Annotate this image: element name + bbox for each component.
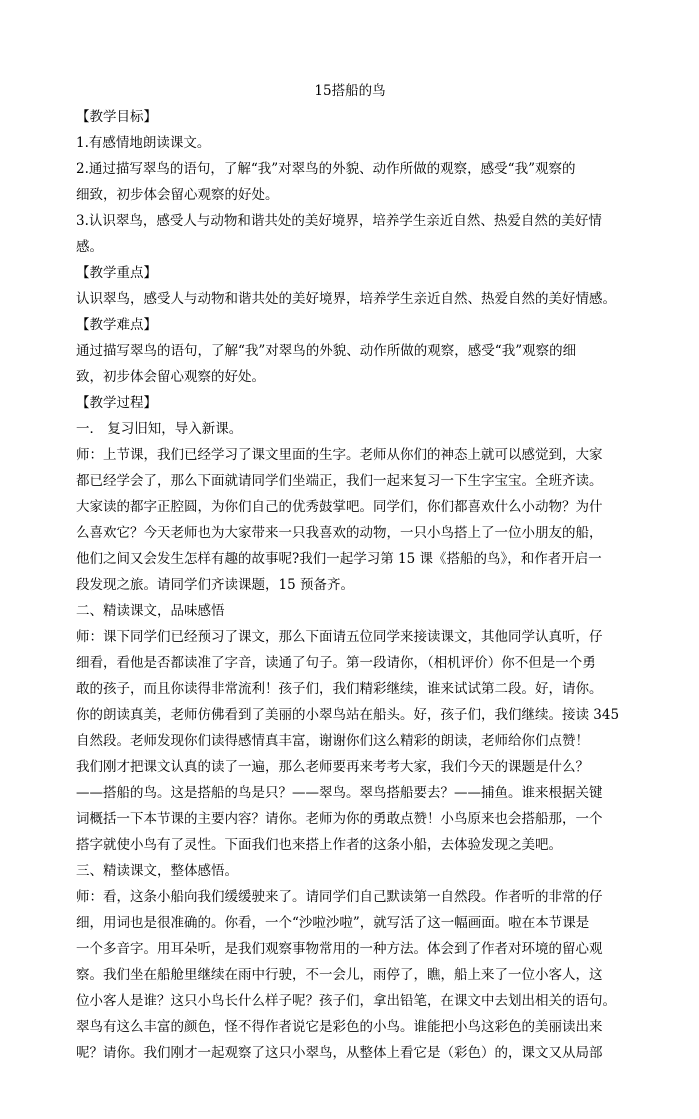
text-line: 【教学重点】 [76,265,157,281]
text-line: 大家读的都字正腔圆，为你们自己的优秀鼓掌吧。同学们，你们都喜欢什么小动物？为什 [76,499,603,515]
text-line: 自然段。老师发现你们读得感情真丰富，谢谢你们这么精彩的朗读，老师给你们点赞！ [76,733,589,749]
text-line: 师：看，这条小船向我们缓缓驶来了。请同学们自己默读第一自然段。作者听的非常的仔 [76,889,603,905]
text-line: 敢的孩子，而且你读得非常流利！孩子们，我们精彩继续，谁来试试第二段。好，请你。 [76,681,603,697]
text-line: ——搭船的鸟。这是搭船的鸟是只？——翠鸟。翠鸟搭船要去？——捕鱼。谁来根据关键 [76,785,603,801]
text-line: 都已经学会了，那么下面就请同学们坐端正，我们一起来复习一下生字宝宝。全班齐读。 [76,473,603,489]
text-line: 细，用词也是很准确的。你看，一个“沙啦沙啦”，就写活了这一幅画面。啦在本节课是 [76,915,590,931]
text-line: 3.认识翠鸟，感受人与动物和谐共处的美好境界，培养学生亲近自然、热爱自然的美好情 [76,213,602,229]
text-line: 认识翠鸟，感受人与动物和谐共处的美好境界，培养学生亲近自然、热爱自然的美好情感。 [76,291,616,307]
text-line: 感。 [76,239,103,255]
text-line: 1.有感情地朗读课文。 [76,135,211,151]
text-line: 段发现之旅。请同学们齐读课题，15 预备齐。 [76,577,354,593]
text-line: 搭字就使小鸟有了灵性。下面我们也来搭上作者的这条小船，去体验发现之美吧。 [76,837,562,853]
text-line: 三、精读课文，整体感悟。 [76,863,238,879]
document-body [76,104,624,1066]
text-line: 致，初步体会留心观察的好处。 [76,369,265,385]
text-line: 翠鸟有这么丰富的颜色，怪不得作者说它是彩色的小鸟。谁能把小鸟这彩色的美丽读出来 [76,1019,603,1035]
text-line: 呢？请你。我们刚才一起观察了这只小翠鸟，从整体上看它是（彩色）的，课文又从局部 [76,1045,603,1061]
text-line: 他们之间又会发生怎样有趣的故事呢?我们一起学习第 15 课《搭船的鸟》，和作者开启一 [76,551,602,567]
text-line: 师：上节课，我们已经学习了课文里面的生字。老师从你们的神态上就可以感觉到，大家 [76,447,603,463]
text-line: 通过描写翠鸟的语句，了解“我”对翠鸟的外貌、动作所做的观察，感受“我”观察的细 [76,343,577,359]
text-line: 位小客人是谁？这只小鸟长什么样子呢？孩子们，拿出铅笔，在课文中去划出相关的语句。 [76,993,616,1009]
document-title: 15搭船的鸟 [314,83,386,99]
text-line: 细致，初步体会留心观察的好处。 [76,187,279,203]
text-line: 我们刚才把课文认真的读了一遍，那么老师要再来考考大家，我们今天的课题是什么？ [76,759,589,775]
text-line: 【教学目标】 [76,109,157,125]
text-line: 么喜欢它？今天老师也为大家带来一只我喜欢的动物，一只小鸟搭上了一位小朋友的船， [76,525,603,541]
text-line: 一个多音字。用耳朵听，是我们观察事物常用的一种方法。体会到了作者对环境的留心观 [76,941,603,957]
text-line: 察。我们坐在船舱里继续在雨中行驶，不一会儿，雨停了，瞧，船上来了一位小客人，这 [76,967,603,983]
document-page [76,78,624,1066]
text-line: 一． 复习旧知，导入新课。 [76,421,243,437]
text-line: 【教学过程】 [76,395,157,411]
text-line: 词概括一下本节课的主要内容？请你。老师为你的勇敢点赞！小鸟原来也会搭船那，一个 [76,811,603,827]
text-line: 你的朗读真美，老师仿佛看到了美丽的小翠鸟站在船头。好，孩子们，我们继续。接读 345 [76,707,620,723]
text-line: 【教学难点】 [76,317,157,333]
text-line: 二、精读课文，品味感悟 [76,603,225,619]
text-line: 师：课下同学们已经预习了课文，那么下面请五位同学来接读课文，其他同学认真听，仔 [76,629,603,645]
text-line: 2.通过描写翠鸟的语句，了解“我”对翠鸟的外貌、动作所做的观察，感受“我”观察的 [76,161,576,177]
text-line: 细看，看他是否都读准了字音，读通了句子。第一段请你，（相机评价）你不但是一个勇 [76,655,596,671]
